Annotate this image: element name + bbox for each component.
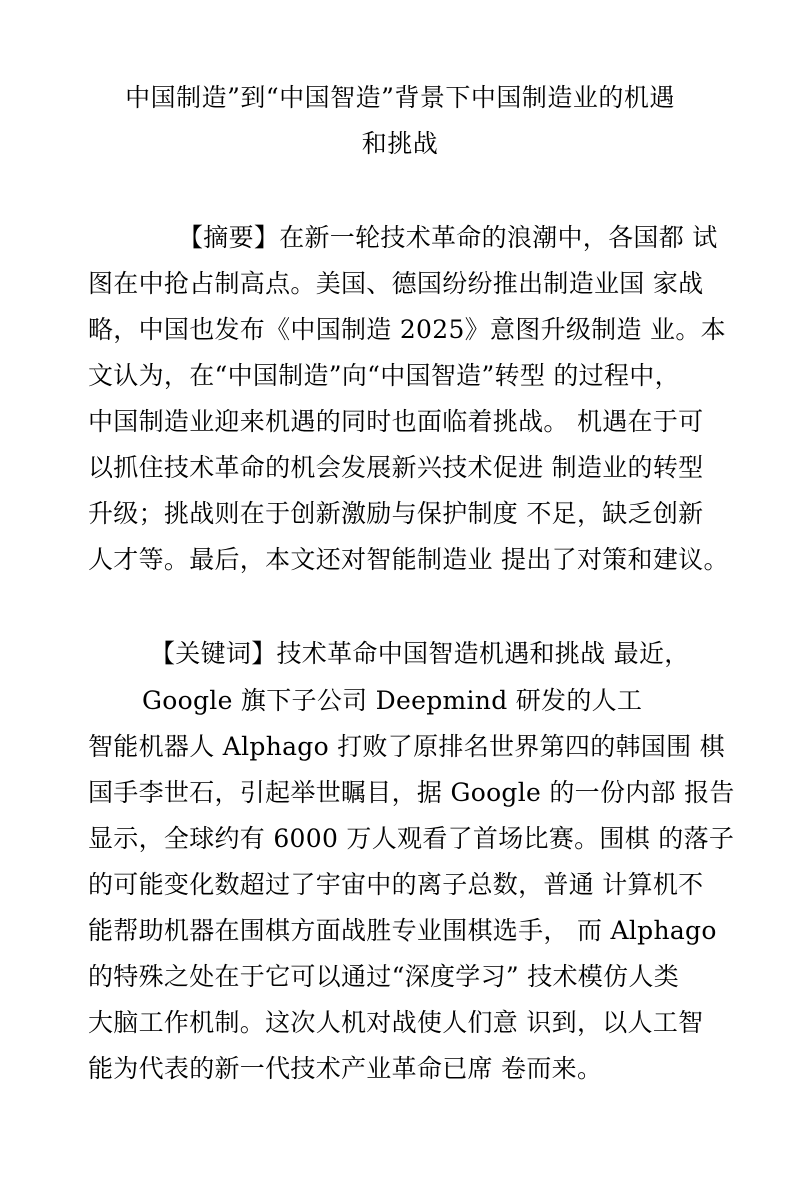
- body-line-6: 能帮助机器在围棋方面战胜专业围棋选手， 而 Alphago: [88, 916, 717, 945]
- body-line-8: 大脑工作机制。这次人机对战使人们意 识到，以人工智: [88, 1008, 704, 1037]
- abstract-line-4: 文认为，在“中国制造”向“中国智造”转型 的过程中，: [88, 361, 680, 390]
- body-line-4: 显示，全球约有 6000 万人观看了首场比赛。围棋 的落子: [88, 824, 735, 853]
- keywords-line: 【关键词】技术革命中国智造机遇和挑战 最近，: [150, 639, 690, 668]
- abstract-line-5: 中国制造业迎来机遇的同时也面临着挑战。 机遇在于可: [88, 407, 704, 436]
- abstract-line-8: 人才等。最后，本文还对智能制造业 提出了对策和建议。: [88, 545, 729, 574]
- document-title-line-1: 中国制造”到“中国智造”背景下中国制造业的机遇: [125, 83, 675, 112]
- abstract-line-6: 以抓住技术革命的机会发展新兴技术促进 制造业的转型: [88, 453, 704, 482]
- abstract-line-2: 图在中抢占制高点。美国、德国纷纷推出制造业国 家战: [88, 269, 704, 298]
- body-line-3: 国手李世石，引起举世瞩目，据 Google 的一份内部 报告: [88, 778, 735, 807]
- abstract-line-1: 【摘要】在新一轮技术革命的浪潮中，各国都 试: [178, 223, 718, 252]
- abstract-line-3: 略，中国也发布《中国制造 2025》意图升级制造 业。本: [88, 315, 726, 344]
- body-line-5: 的可能变化数超过了宇宙中的离子总数，普通 计算机不: [88, 870, 704, 899]
- document-title-line-2: 和挑战: [361, 129, 439, 158]
- body-line-1: Google 旗下子公司 Deepmind 研发的人工: [142, 686, 643, 715]
- body-line-7: 的特殊之处在于它可以通过“深度学习” 技术模仿人类: [88, 962, 680, 991]
- body-line-2: 智能机器人 Alphago 打败了原排名世界第四的韩国围 棋: [88, 732, 725, 761]
- body-line-9: 能为代表的新一代技术产业革命已席 卷而来。: [88, 1054, 603, 1083]
- abstract-line-7: 升级；挑战则在于创新激励与保护制度 不足，缺乏创新: [88, 499, 704, 528]
